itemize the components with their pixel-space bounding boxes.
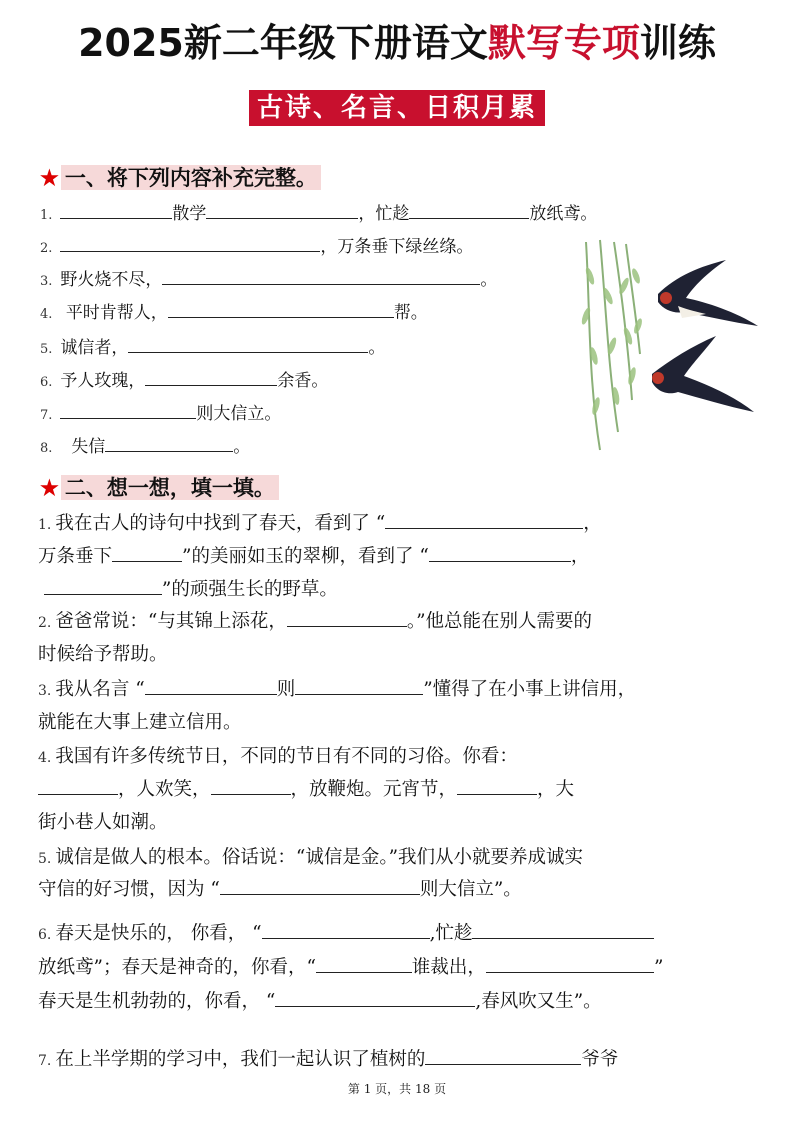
page-footer: 第 1 页，共 18 页	[347, 1082, 447, 1096]
willow-swallows-illustration	[566, 236, 780, 458]
section-1-heading: ★ 一、将下列内容补充完整。	[40, 164, 321, 192]
list-item: 1. 散学 ，忙趁 放纸鸢。	[40, 200, 597, 228]
question-6: 6. 春天是快乐的， 你看， “ ,忙趁	[38, 918, 654, 951]
list-item: 6. 予人玫瑰， 余香。	[40, 367, 328, 395]
list-item: 5. 诚信者， 。	[40, 334, 385, 362]
list-item: 7. 则大信立。	[40, 400, 281, 428]
question-4: 4. 我国有许多传统节日，不同的节日有不同的习俗。你看：	[38, 746, 518, 767]
swallow-icon	[652, 336, 754, 412]
question-3: 3. 我从名言 “ 则 ”懂得了在小事上讲信用，	[38, 674, 636, 707]
list-item: 8. 失信 。	[40, 433, 250, 461]
list-item: 2. ，万条垂下绿丝绦。	[40, 233, 473, 261]
list-item: 3. 野火烧不尽， 。	[40, 266, 497, 294]
question-1: 1. 我在古人的诗句中找到了春天，看到了 “ ，	[38, 508, 602, 541]
subtitle-banner: 古诗、名言、日积月累	[249, 90, 545, 126]
star-icon: ★	[40, 475, 59, 500]
question-7: 7. 在上半学期的学习中，我们一起认识了植树的 爷爷	[38, 1044, 618, 1077]
question-5: 5. 诚信是做人的根本。俗话说：“诚信是金。”我们从小就要养成诚实	[38, 847, 584, 868]
question-2: 2. 爸爸常说：“与其锦上添花， 。”他总能在别人需要的	[38, 606, 592, 639]
page-title: 2025新二年级下册语文默写专项训练	[78, 21, 716, 65]
list-item: 4. 平时肯帮人， 帮。	[40, 299, 428, 327]
swallow-icon	[658, 260, 758, 326]
star-icon: ★	[40, 165, 59, 190]
section-2-heading: ★ 二、想一想，填一填。	[40, 474, 279, 502]
